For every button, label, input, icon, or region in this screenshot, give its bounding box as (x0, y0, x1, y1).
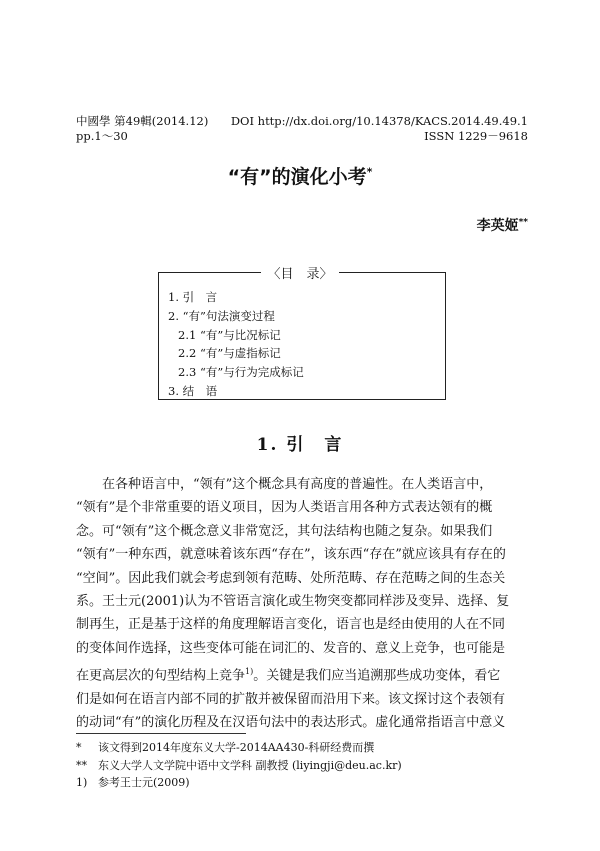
toc-heading-text: 〈目 录〉 (261, 267, 338, 282)
journal-issue: 中國學 第49輯(2014.12) (76, 114, 209, 128)
footnote-text: 参考王士元(2009) (98, 776, 190, 790)
body-line: “领有”一种东西，就意味着该东西“存在”，该东西“存在”就应该具有存在的 (76, 547, 506, 563)
body-line: 的动词“有”的演化历程及在汉语句法中的表达形式。虚化通常指语言中意义 (76, 715, 506, 731)
body-line: “领有”是个非常重要的语义项目，因为人类语言用各种方式表达领有的概 (76, 500, 493, 516)
section-heading: 1. 引 言 (256, 435, 344, 455)
issn-text: ISSN 1229－9618 (424, 129, 528, 143)
body-line: 制再生，正是基于这样的角度理解语言变化，语言也是经由使用的人在不同 (76, 617, 506, 633)
toc-heading (0, 263, 600, 282)
body-line: 系。王士元(2001)认为不管语言演化或生物突变都同样涉及变异、选择、复 (76, 594, 510, 610)
doi-header (231, 114, 528, 144)
toc-subitem: 2.2 “有”与虚指标记 (178, 346, 281, 361)
body-line: 在各种语言中，“领有”这个概念具有高度的普遍性。在人类语言中， (102, 477, 493, 492)
toc-item: 2. “有”句法演变过程 (168, 308, 275, 323)
footnote-mark: ** (76, 758, 87, 772)
author-name-text: 李英姬 (476, 218, 519, 234)
body-line-tail: 。关键是我们应当追溯那些成功变体，看它 (253, 668, 501, 684)
toc-list (168, 288, 304, 401)
footnotes (76, 739, 402, 792)
title-footnote-mark: * (366, 165, 373, 179)
footnote-mark: 1) (76, 776, 88, 790)
toc-item: 1. 引 言 (168, 290, 218, 304)
footnote-text: 东义大学人文学院中语中文学科 副教授 (liyingji@deu.ac.kr) (98, 758, 402, 772)
journal-header (76, 114, 208, 144)
toc-subitem: 2.3 “有”与行为完成标记 (178, 365, 304, 380)
body-line (76, 660, 528, 688)
footnote (76, 757, 402, 775)
author-name (477, 215, 528, 235)
footnote (76, 774, 402, 792)
footnote-ref: 1) (245, 667, 254, 677)
footnote-mark: * (76, 741, 82, 754)
toc-subitem: 2.1 “有”与比况标记 (178, 327, 281, 342)
body-paragraph (76, 473, 528, 735)
paper-title-text: “有”的演化小考 (227, 166, 367, 188)
body-line: “空间”。因此我们就会考虑到领有范畴、处所范畴、存在范畴之间的生态关 (76, 570, 506, 586)
body-line: 念。可“领有”这个概念意义非常宽泛，其句法结构也随之复杂。如果我们 (76, 523, 493, 539)
doi-text: DOI http://dx.doi.org/10.14378/KACS.2014.49.49.1 (230, 114, 528, 128)
footnote-text: 该文得到2014年度东义大学-2014AA430-科研经费而撰 (98, 741, 375, 754)
page-range: pp.1～30 (76, 129, 128, 143)
body-line-text: 在更高层次的句型结构上竞争 (76, 668, 246, 684)
footnote-divider (76, 733, 246, 734)
paper-title (0, 162, 600, 189)
toc-item: 3. 结 语 (168, 383, 218, 398)
body-line: 们是如何在语言内部不同的扩散并被保留而沿用下来。该文探讨这个表领有 (76, 691, 506, 707)
footnote (76, 739, 402, 757)
body-line: 的变体间作选择，这些变体可能在词汇的、发音的、意义上竞争，也可能是 (76, 640, 506, 656)
author-footnote-mark: ** (518, 217, 528, 228)
